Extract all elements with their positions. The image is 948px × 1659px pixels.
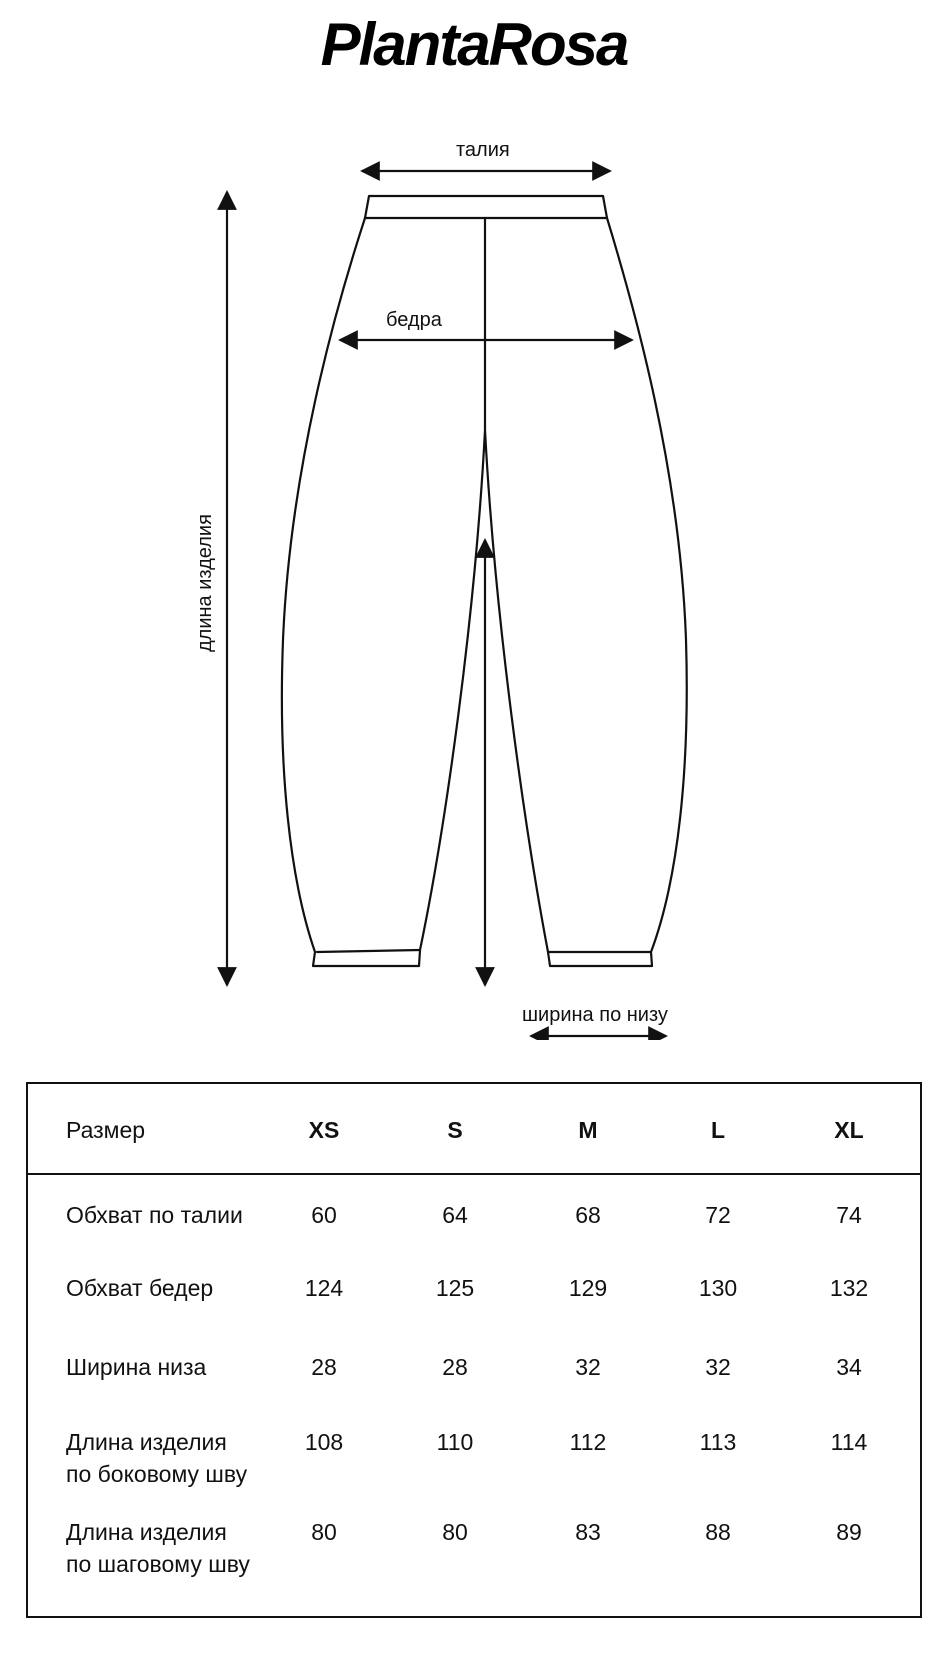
table-cell: 74 (836, 1202, 862, 1228)
table-cell: 83 (575, 1519, 601, 1545)
table-row-label-side-seam-length: Длина изделия по боковому шву (66, 1429, 248, 1487)
size-xl-header: XL (834, 1117, 864, 1143)
size-l-header: L (710, 1117, 726, 1143)
waist-label: талия (456, 139, 510, 161)
table-cell: 125 (435, 1275, 475, 1301)
table-cell: 80 (311, 1519, 337, 1545)
left-cuff-line (317, 950, 420, 952)
table-cell: 114 (830, 1429, 868, 1455)
table-cell: 60 (311, 1202, 337, 1228)
size-header-label: Размер (66, 1117, 146, 1143)
table-cell: 72 (705, 1202, 731, 1228)
table-cell: 108 (304, 1429, 344, 1455)
table-cell: 28 (311, 1354, 337, 1380)
size-table (26, 1082, 922, 1618)
pants-waistband (365, 196, 607, 218)
table-cell: 80 (442, 1519, 468, 1545)
hips-label: бедра (386, 309, 442, 331)
table-cell: 110 (436, 1429, 474, 1455)
table-cell: 124 (304, 1275, 344, 1301)
table-cell: 88 (705, 1519, 731, 1545)
table-row-label-waist: Обхват по талии (66, 1202, 243, 1228)
brand-logo: PlantaRosa (320, 11, 628, 78)
table-row-label-hips: Обхват бедер (66, 1275, 214, 1301)
table-cell: 32 (575, 1354, 601, 1380)
table-cell: 32 (705, 1354, 731, 1380)
size-m-header: M (578, 1117, 598, 1143)
table-row-label-inseam-length: Длина изделия по шаговому шву (66, 1519, 250, 1577)
table-cell: 132 (829, 1275, 869, 1301)
table-cell: 68 (575, 1202, 601, 1228)
length-label: длина изделия (194, 514, 216, 652)
table-cell: 34 (836, 1354, 862, 1380)
table-cell: 130 (698, 1275, 738, 1301)
table-cell: 28 (442, 1354, 468, 1380)
table-header-row (28, 1084, 920, 1175)
table-cell: 129 (568, 1275, 608, 1301)
size-s-header: S (447, 1117, 463, 1143)
table-cell: 113 (699, 1429, 737, 1455)
table-cell: 89 (836, 1519, 862, 1545)
table-cell: 112 (569, 1429, 607, 1455)
table-cell: 64 (442, 1202, 468, 1228)
table-row-label-hem-width: Ширина низа (66, 1354, 207, 1380)
hem-width-label: ширина по низу (522, 1004, 668, 1026)
size-xs-header: XS (308, 1117, 340, 1143)
